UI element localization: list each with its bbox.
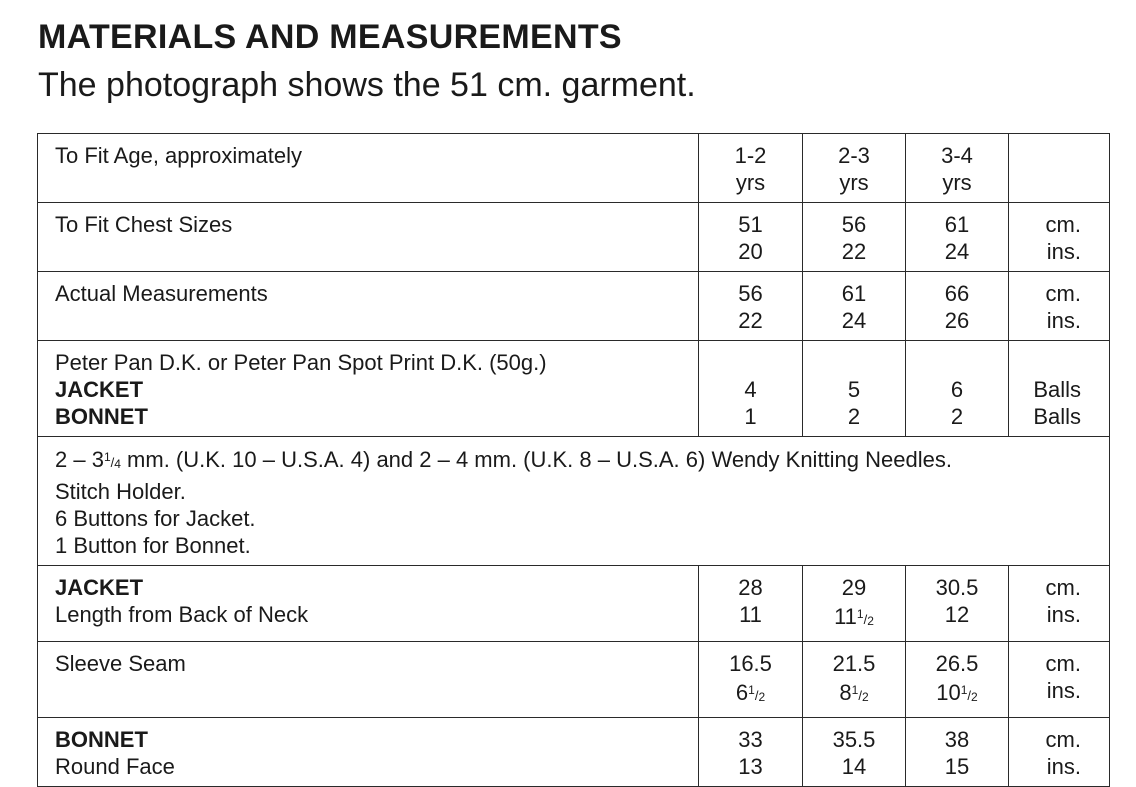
chest-size-2-cm: 56 bbox=[841, 212, 867, 237]
yarn-unit-bonnet: Balls bbox=[1033, 404, 1081, 429]
jacket-length-label-cell bbox=[38, 566, 699, 642]
bonnet-size-1-cm: 33 bbox=[738, 727, 763, 752]
age-size-1-unit: yrs bbox=[735, 170, 766, 195]
table-row-yarn bbox=[38, 341, 1110, 437]
table-row-sleeve bbox=[38, 642, 1110, 718]
bonnet-label: Round Face bbox=[55, 754, 175, 779]
yarn-size-2-jacket: 5 bbox=[847, 377, 861, 402]
bonnet-size-2 bbox=[803, 718, 906, 787]
jacket-length-size-2-ins: $11^1/_2$ bbox=[834, 604, 874, 629]
table-row-bonnet bbox=[38, 718, 1110, 787]
actual-size-3 bbox=[906, 272, 1009, 341]
table-row-actual bbox=[38, 272, 1110, 341]
jacket-length-units bbox=[1009, 566, 1110, 642]
age-size-3 bbox=[906, 134, 1009, 203]
age-size-2-unit: yrs bbox=[839, 170, 869, 195]
bonnet-size-3-ins: 15 bbox=[944, 754, 970, 779]
age-label: To Fit Age, approximately bbox=[38, 134, 699, 203]
jacket-length-size-3-ins: 12 bbox=[944, 602, 970, 627]
yarn-size-3-jacket: 6 bbox=[950, 377, 964, 402]
age-size-2 bbox=[803, 134, 906, 203]
table-row-notions bbox=[38, 437, 1110, 566]
bonnet-size-2-cm: 35.5 bbox=[832, 727, 876, 752]
jacket-length-label: Length from Back of Neck bbox=[55, 602, 309, 627]
yarn-bonnet-label: BONNET bbox=[55, 404, 148, 429]
measurements-table bbox=[37, 133, 1110, 787]
chest-size-3-cm: 61 bbox=[944, 212, 970, 237]
sleeve-size-2-ins: $8^1/_2$ bbox=[839, 680, 869, 705]
yarn-jacket-label: JACKET bbox=[55, 377, 144, 402]
jacket-length-size-1 bbox=[699, 566, 803, 642]
jacket-length-size-3-cm: 30.5 bbox=[935, 575, 979, 600]
chest-size-2 bbox=[803, 203, 906, 272]
yarn-size-2-bonnet: 2 bbox=[847, 404, 861, 429]
actual-unit-cm: cm. bbox=[1045, 281, 1081, 306]
bonnet-size-3-cm: 38 bbox=[944, 727, 970, 752]
jacket-length-size-3 bbox=[906, 566, 1009, 642]
bonnet-size-1 bbox=[699, 718, 803, 787]
sleeve-size-2 bbox=[803, 642, 906, 718]
sleeve-size-1-ins: $6^1/_2$ bbox=[735, 680, 766, 705]
yarn-label: Peter Pan D.K. or Peter Pan Spot Print D.K. (50g.) bbox=[55, 350, 547, 375]
notions-cell bbox=[38, 437, 1110, 566]
jacket-length-unit-cm: cm. bbox=[1045, 575, 1081, 600]
sleeve-unit-cm: cm. bbox=[1045, 651, 1081, 676]
jacket-length-size-1-cm: 28 bbox=[738, 575, 763, 600]
actual-size-1 bbox=[699, 272, 803, 341]
actual-label: Actual Measurements bbox=[38, 272, 699, 341]
yarn-size-1-bonnet: 1 bbox=[744, 404, 757, 429]
table-row-chest bbox=[38, 203, 1110, 272]
yarn-unit-jacket: Balls bbox=[1033, 377, 1081, 402]
yarn-size-2 bbox=[803, 341, 906, 437]
chest-units bbox=[1009, 203, 1110, 272]
actual-size-2-ins: 24 bbox=[841, 308, 867, 333]
jacket-length-size-2 bbox=[803, 566, 906, 642]
sleeve-size-2-cm: 21.5 bbox=[832, 651, 876, 676]
chest-unit-ins: ins. bbox=[1046, 239, 1081, 264]
chest-size-1 bbox=[699, 203, 803, 272]
yarn-size-1-jacket: 4 bbox=[744, 377, 757, 402]
table-row-age bbox=[38, 134, 1110, 203]
sleeve-label: Sleeve Seam bbox=[38, 642, 699, 718]
actual-unit-ins: ins. bbox=[1046, 308, 1081, 333]
age-size-3-value: 3-4 bbox=[941, 143, 973, 168]
sleeve-unit-ins: ins. bbox=[1046, 678, 1081, 703]
bonnet-label-cell bbox=[38, 718, 699, 787]
age-size-2-value: 2-3 bbox=[838, 143, 870, 168]
needles-line: $2 - 3^1/_4$ mm. (U.K. 10 – U.S.A. 4) and 2 – 4 mm. (U.K. 8 – U.S.A. 6) Wendy Knitting Needles. bbox=[55, 447, 952, 472]
actual-units bbox=[1009, 272, 1110, 341]
age-size-1 bbox=[699, 134, 803, 203]
chest-size-2-ins: 22 bbox=[841, 239, 867, 264]
chest-size-1-ins: 20 bbox=[738, 239, 763, 264]
age-size-3-unit: yrs bbox=[942, 170, 972, 195]
jacket-length-size-2-cm: 29 bbox=[841, 575, 867, 600]
bonnet-units bbox=[1009, 718, 1110, 787]
bonnet-unit-cm: cm. bbox=[1045, 727, 1081, 752]
actual-size-3-cm: 66 bbox=[944, 281, 970, 306]
yarn-size-3 bbox=[906, 341, 1009, 437]
page-subtitle: The photograph shows the 51 cm. garment. bbox=[38, 66, 696, 104]
stitch-holder-line: Stitch Holder. bbox=[55, 479, 186, 504]
yarn-size-1 bbox=[699, 341, 803, 437]
sleeve-size-3-ins: $10^1/_2$ bbox=[936, 680, 978, 705]
jacket-buttons-line: 6 Buttons for Jacket. bbox=[55, 506, 256, 531]
actual-size-2-cm: 61 bbox=[841, 281, 867, 306]
chest-size-1-cm: 51 bbox=[738, 212, 763, 237]
actual-size-3-ins: 26 bbox=[944, 308, 970, 333]
yarn-label-cell bbox=[38, 341, 699, 437]
age-size-1-value: 1-2 bbox=[734, 143, 767, 168]
chest-label: To Fit Chest Sizes bbox=[38, 203, 699, 272]
bonnet-size-1-ins: 13 bbox=[738, 754, 763, 779]
actual-size-1-cm: 56 bbox=[738, 281, 763, 306]
bonnet-size-3 bbox=[906, 718, 1009, 787]
jacket-length-size-1-ins: 11 bbox=[739, 602, 762, 627]
bonnet-buttons-line: 1 Button for Bonnet. bbox=[55, 533, 251, 558]
chest-unit-cm: cm. bbox=[1045, 212, 1081, 237]
bonnet-title: BONNET bbox=[55, 727, 148, 752]
jacket-length-unit-ins: ins. bbox=[1046, 602, 1081, 627]
actual-size-2 bbox=[803, 272, 906, 341]
chest-size-3-ins: 24 bbox=[944, 239, 970, 264]
jacket-length-title: JACKET bbox=[55, 575, 144, 600]
sleeve-size-1-cm: 16.5 bbox=[729, 651, 772, 676]
yarn-size-3-bonnet: 2 bbox=[950, 404, 964, 429]
sleeve-size-1 bbox=[699, 642, 803, 718]
bonnet-size-2-ins: 14 bbox=[841, 754, 867, 779]
yarn-units bbox=[1009, 341, 1110, 437]
chest-size-3 bbox=[906, 203, 1009, 272]
sleeve-size-3 bbox=[906, 642, 1009, 718]
page-title: MATERIALS AND MEASUREMENTS bbox=[38, 18, 622, 56]
age-unit-cell bbox=[1009, 134, 1110, 203]
table-row-jacket-length bbox=[38, 566, 1110, 642]
sleeve-size-3-cm: 26.5 bbox=[935, 651, 979, 676]
bonnet-unit-ins: ins. bbox=[1046, 754, 1081, 779]
sleeve-units bbox=[1009, 642, 1110, 718]
actual-size-1-ins: 22 bbox=[738, 308, 763, 333]
